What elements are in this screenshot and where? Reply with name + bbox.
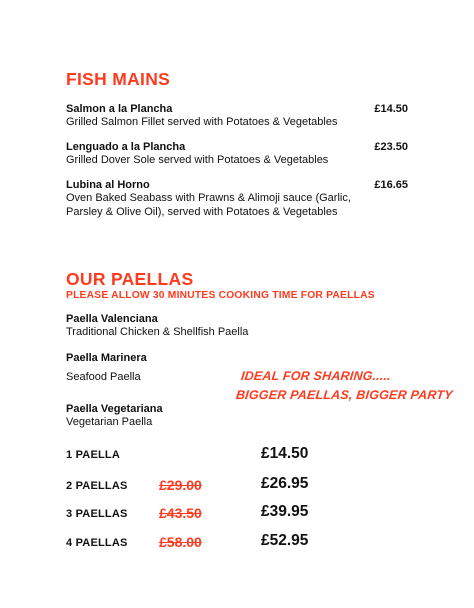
fish-item-price: £23.50 xyxy=(374,141,408,153)
paella-item-name: Paella Marinera xyxy=(66,352,147,364)
paella-price: £26.95 xyxy=(261,475,309,492)
paella-item-description: Seafood Paella xyxy=(66,371,141,383)
sharing-promo-line: IDEAL FOR SHARING..... xyxy=(240,369,392,383)
paella-item-description: Vegetarian Paella xyxy=(66,416,153,428)
paella-old-price: £29.00 xyxy=(159,477,202,493)
paella-item-name: Paella Vegetariana xyxy=(66,403,163,415)
fish-mains-heading: FISH MAINS xyxy=(66,69,171,89)
paella-old-price: £58.00 xyxy=(159,534,202,550)
paella-quantity: 2 PAELLAS xyxy=(66,480,128,492)
fish-item-description: Grilled Dover Sole served with Potatoes & Vegetables xyxy=(66,154,329,166)
fish-item-price: £14.50 xyxy=(374,103,408,115)
paella-old-price: £43.50 xyxy=(159,505,202,521)
paella-price: £52.95 xyxy=(261,532,309,549)
paella-price: £39.95 xyxy=(261,503,309,520)
fish-item-description: Grilled Salmon Fillet served with Potatoes & Vegetables xyxy=(66,116,338,128)
paellas-heading: OUR PAELLAS xyxy=(66,269,194,289)
paella-item-name: Paella Valenciana xyxy=(66,313,158,325)
fish-item-description: Parsley & Olive Oil), served with Potatoes & Vegetables xyxy=(66,206,338,218)
fish-item-name: Lubina al Horno xyxy=(66,179,150,191)
sharing-promo-line: BIGGER PAELLAS, BIGGER PARTY xyxy=(235,388,454,402)
paella-quantity: 4 PAELLAS xyxy=(66,537,128,549)
fish-item-name: Lenguado a la Plancha xyxy=(66,141,186,153)
fish-item-description: Oven Baked Seabass with Prawns & Alimoji sauce (Garlic, xyxy=(66,192,351,204)
paellas-subtitle: PLEASE ALLOW 30 MINUTES COOKING TIME FOR PAELLAS xyxy=(66,290,375,301)
paella-quantity: 1 PAELLA xyxy=(66,449,120,461)
paella-price: £14.50 xyxy=(261,445,309,462)
paella-quantity: 3 PAELLAS xyxy=(66,508,128,520)
fish-item-name: Salmon a la Plancha xyxy=(66,103,173,115)
paella-item-description: Traditional Chicken & Shellfish Paella xyxy=(66,326,249,338)
fish-item-price: £16.65 xyxy=(374,179,408,191)
